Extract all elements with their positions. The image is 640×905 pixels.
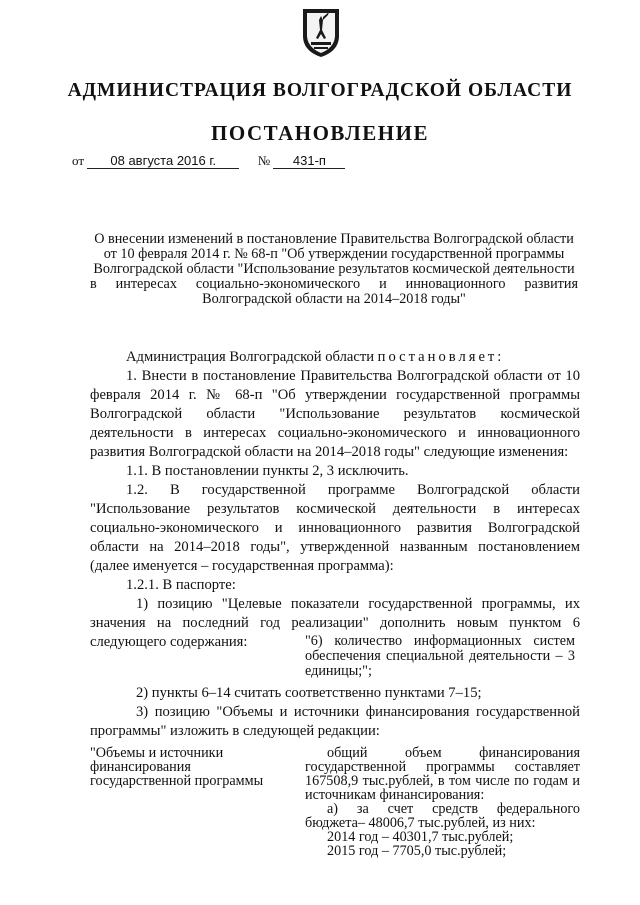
document-meta bbox=[72, 153, 345, 169]
organization-title: АДМИНИСТРАЦИЯ ВОЛГОГРАДСКОЙ ОБЛАСТИ bbox=[67, 80, 573, 101]
document-body bbox=[90, 348, 580, 652]
paragraph-item-1-2: 1.2. В государственной программе Волгоградской области "Использование результатов космической деятельности в интересах социально-экономического и инновационного развития Волгоградской области на 2014–2018 годы", утвержденной названным постановлением (далее именуется – государственная программа): bbox=[90, 482, 580, 574]
number-prefix: № bbox=[257, 153, 271, 168]
subject-line: Волгоградской области на 2014–2018 годы" bbox=[202, 291, 466, 307]
subject-line: Волгоградской области "Использование результатов космической деятельности bbox=[93, 261, 575, 277]
document-type: ПОСТАНОВЛЕНИЕ bbox=[211, 121, 429, 145]
paragraph-sub-3: 3) позицию "Объемы и источники финансирования государственной программы" изложить в следующей редакции: bbox=[90, 704, 580, 739]
paragraph-sub-2: 2) пункты 6–14 считать соответственно пунктами 7–15; bbox=[136, 685, 482, 701]
document-date: 08 августа 2016 г. bbox=[87, 153, 239, 169]
preamble: Администрация Волгоградской области постановляет: bbox=[126, 349, 505, 365]
table-cell-value: общий объем финансирования государственной программы составляет 167508,9 тыс.рублей, в том числе по годам и источникам финансирования: а) за счет средств федерального бюджета– 48006,7 тыс.рублей, из них: 2014 год – 40301,7 тыс.рублей; 2015 год – 7705,0 тыс.рублей; bbox=[305, 745, 580, 859]
document-number: 431-п bbox=[273, 153, 345, 169]
subject-line: в интересах социально-экономического и инновационного развития bbox=[90, 276, 578, 292]
table-cell-label: "Объемы и источники финансирования государственной программы bbox=[90, 745, 264, 789]
document-body-continued bbox=[90, 684, 580, 741]
subject-line: от 10 февраля 2014 г. № 68-п "Об утверждении государственной программы bbox=[103, 246, 565, 262]
paragraph-item-1-2-1: 1.2.1. В паспорте: bbox=[126, 577, 236, 593]
subject-line: О внесении изменений в постановление Правительства Волгоградской области bbox=[94, 231, 574, 247]
document-subject bbox=[90, 232, 578, 307]
inserted-quote: "6) количество информационных систем обеспечения специальной деятельности – 3 единицы;"; bbox=[305, 633, 575, 679]
date-prefix: от bbox=[72, 153, 85, 168]
coat-of-arms-icon bbox=[302, 8, 340, 58]
paragraph-item-1-1: 1.1. В постановлении пункты 2, 3 исключить. bbox=[126, 463, 409, 479]
paragraph-sub-1: 1) позицию "Целевые показатели государственной программы, их значения на последний год реализации" дополнить новым пунктом 6 следующего содержания: bbox=[90, 596, 580, 650]
paragraph-item-1: 1. Внести в постановление Правительства Волгоградской области от 10 февраля 2014 г. № 68-п "Об утверждении государственной программы Волгоградской области "Использование результатов космической деятельности в интересах социально-экономического и инновационного развития Волгоградской области на 2014–2018 годы" следующие изменения: bbox=[90, 368, 580, 460]
